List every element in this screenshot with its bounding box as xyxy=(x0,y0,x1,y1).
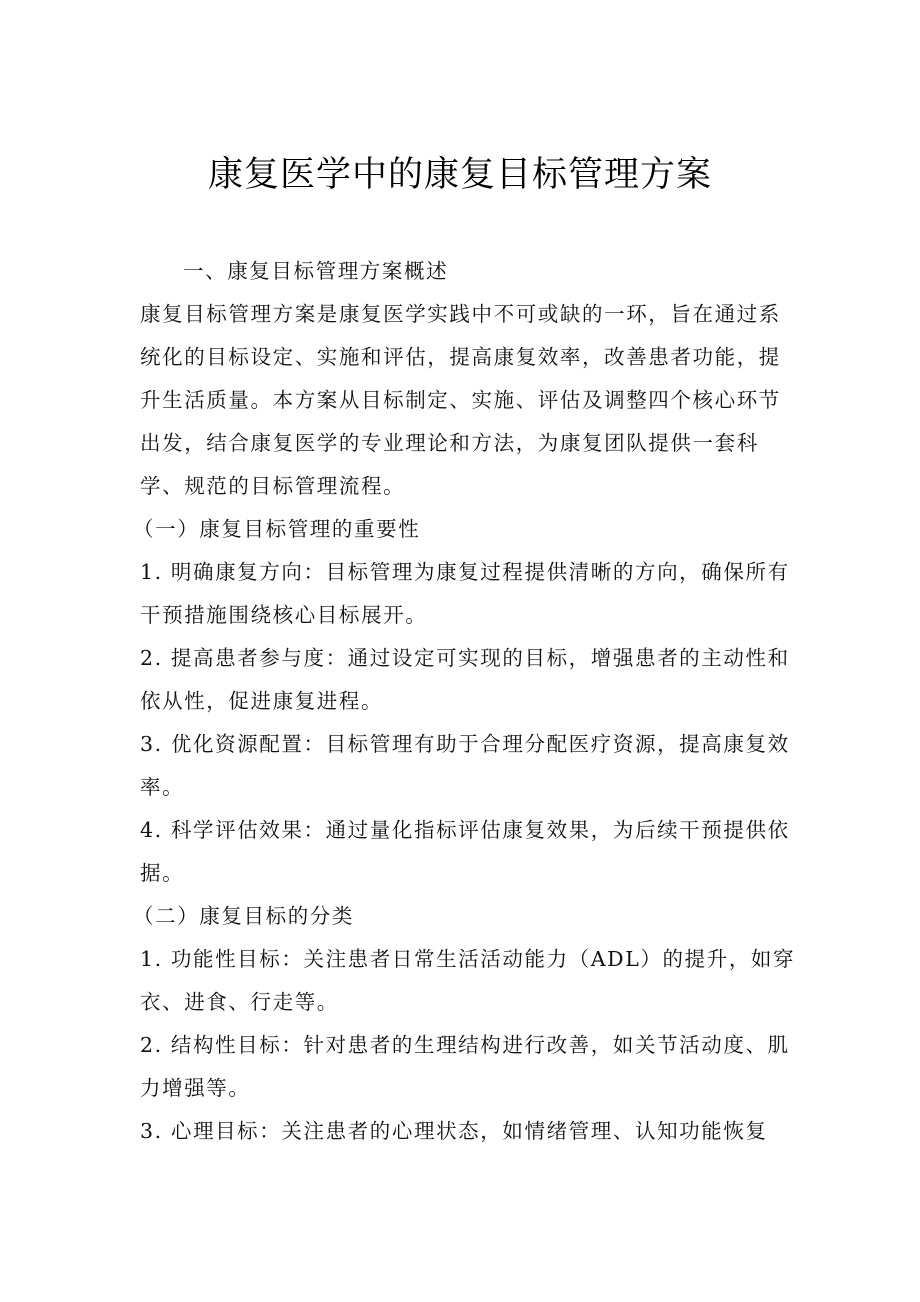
list-item-continuation: 力增强等。 xyxy=(140,1076,251,1100)
list-item-continuation: 据。 xyxy=(140,861,185,885)
list-item-continuation: 干预措施围绕核心目标展开。 xyxy=(140,603,428,627)
paragraph-line: 统化的目标设定、实施和评估，提高康复效率，改善患者功能，提 xyxy=(140,345,781,369)
section-heading-overview: 一、康复目标管理方案概述 xyxy=(183,259,449,283)
list-item-continuation: 率。 xyxy=(140,775,185,799)
subsection-heading-importance: （一）康复目标管理的重要性 xyxy=(133,517,421,541)
list-item: 4. 科学评估效果：通过量化指标评估康复效果，为后续干预提供依 xyxy=(140,818,790,842)
list-item: 1. 明确康复方向：目标管理为康复过程提供清晰的方向，确保所有 xyxy=(140,560,790,584)
list-item-continuation: 衣、进食、行走等。 xyxy=(140,990,339,1014)
paragraph-line: 出发，结合康复医学的专业理论和方法，为康复团队提供一套科 xyxy=(140,431,759,455)
list-item: 2. 结构性目标：针对患者的生理结构进行改善，如关节活动度、肌 xyxy=(140,1033,790,1057)
paragraph-line: 康复目标管理方案是康复医学实践中不可或缺的一环，旨在通过系 xyxy=(140,302,781,326)
list-item-continuation: 依从性，促进康复进程。 xyxy=(140,689,384,713)
list-item: 1. 功能性目标：关注患者日常生活活动能力（ADL）的提升，如穿 xyxy=(140,947,796,971)
list-item: 3. 优化资源配置：目标管理有助于合理分配医疗资源，提高康复效 xyxy=(140,732,790,756)
paragraph-line: 升生活质量。本方案从目标制定、实施、评估及调整四个核心环节 xyxy=(140,388,781,412)
paragraph-line: 学、规范的目标管理流程。 xyxy=(140,474,406,498)
list-item: 3. 心理目标：关注患者的心理状态，如情绪管理、认知功能恢复 xyxy=(140,1119,768,1143)
list-item: 2. 提高患者参与度：通过设定可实现的目标，增强患者的主动性和 xyxy=(140,646,790,670)
document-title: 康复医学中的康复目标管理方案 xyxy=(207,155,712,195)
subsection-heading-classification: （二）康复目标的分类 xyxy=(133,904,354,928)
